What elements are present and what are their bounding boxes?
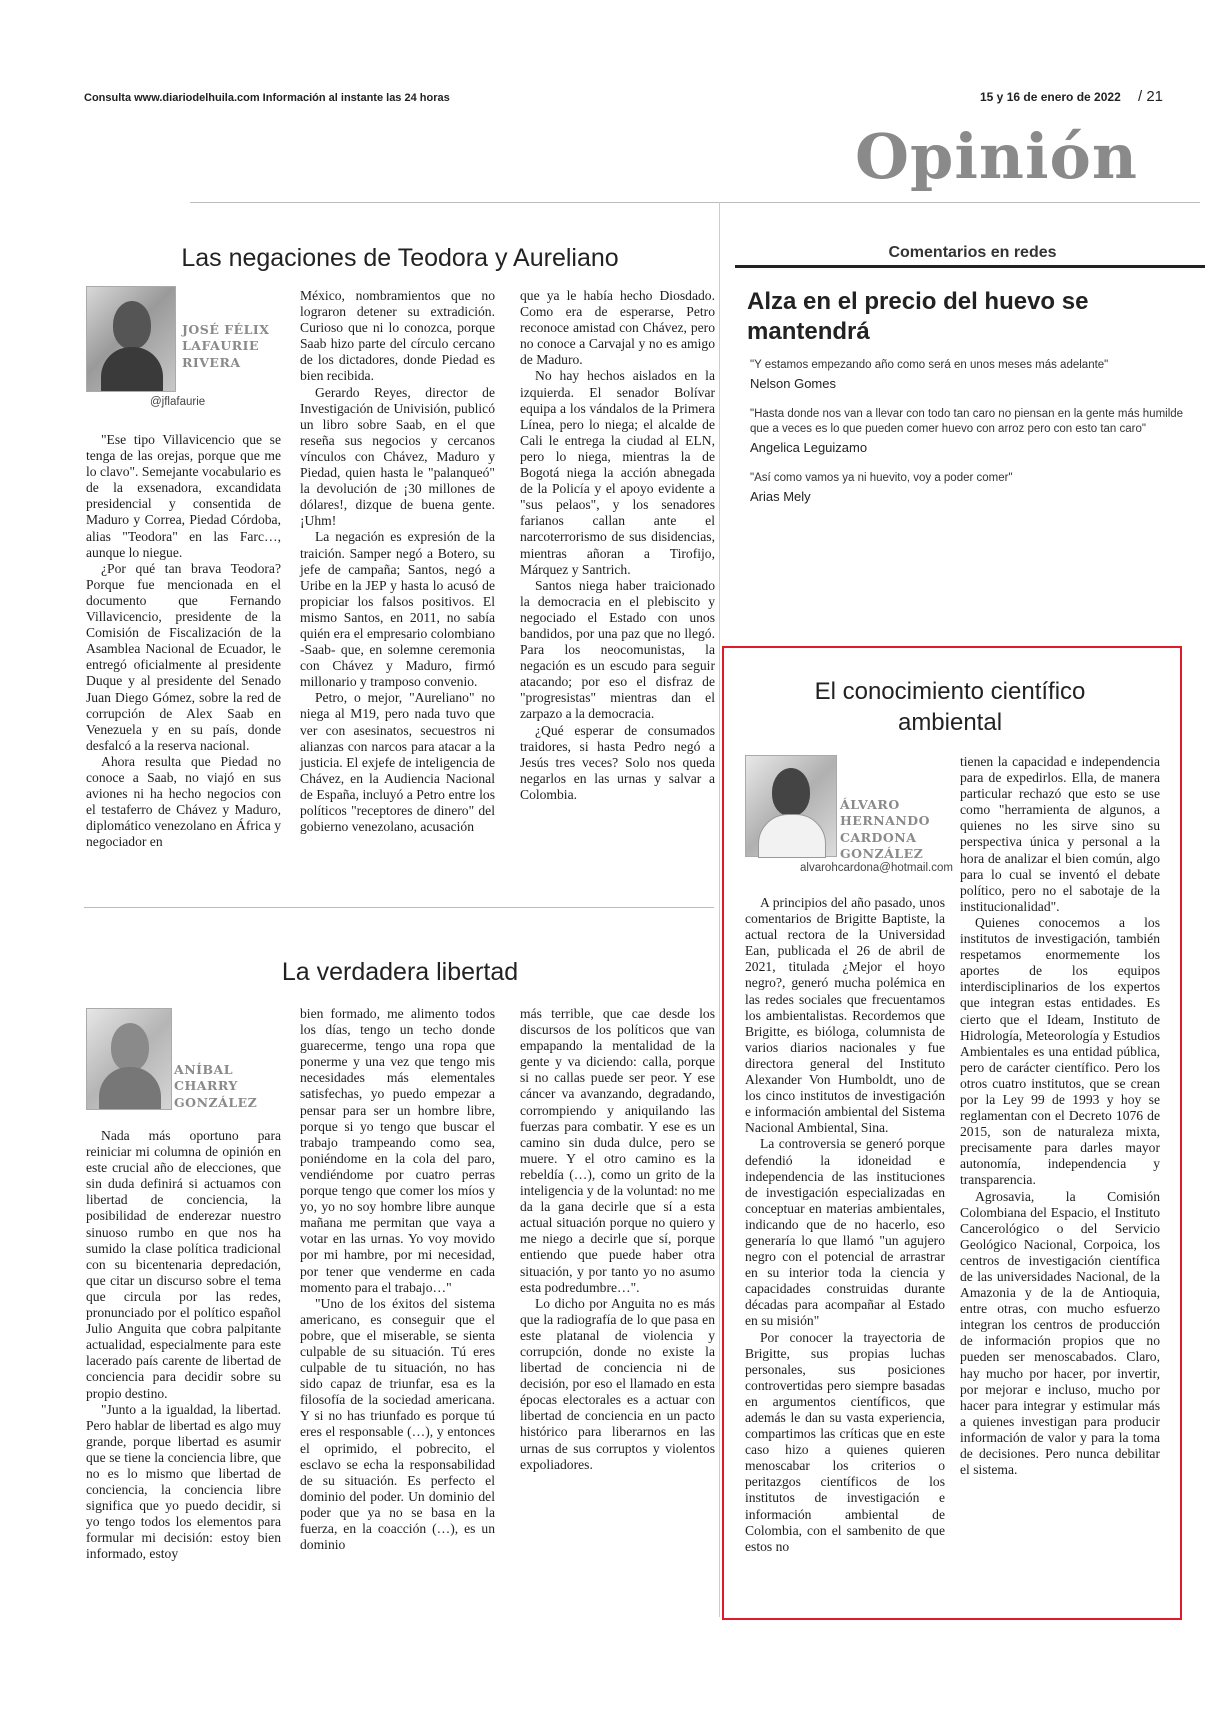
author-byline-charry: ANÍBAL CHARRY GONZÁLEZ (174, 1062, 258, 1110)
column-divider (719, 202, 720, 1617)
redes-headline: Alza en el precio del huevo se mantendrá (747, 288, 1089, 345)
author-photo-charry (86, 1008, 172, 1110)
author-email[interactable]: alvarohcardona@hotmail.com (800, 862, 953, 874)
author-byline-cardona: ÁLVARO HERNANDO CARDONA GONZÁLEZ (840, 797, 931, 861)
author-photo-cardona (745, 755, 837, 857)
issue-date: 15 y 16 de enero de 2022 (980, 90, 1121, 104)
comment-item: "Hasta donde nos van a llevar con todo tan caro no piensan en la gente más humilde que a veces es lo que pueden comer huevo con arroz pero con esto tan caro" Angelica Leguizamo (750, 408, 1184, 455)
redes-label: Comentarios en redes (888, 244, 1057, 261)
article2-title: La verdadera libertad (281, 958, 519, 986)
article2-column-3: más terrible, que cae desde los discursos de los políticos que van empapando la mentalidad de la gente y va diciendo: calla, porque si no callas puede ser peor. Y ese cáncer va avanzando, degradando, corrompiendo y aniquilando las fuerzas para combatir. Y ese es un camino sin duda dulce, pero se muere. Y el otro camino es la rebeldía (…), como un grito de la inteligencia y de la voluntad: no me da la gana decirle que sí a esta actual situación porque no quiero y me niego a decirle que sí, porque entiendo que puede haber otra situación, y por tanto yo no asumo esta podredumbre…". Lo dicho por Anguita no es más que la radiografía de lo que pasa en este platanal de violencia y corrupción, donde no existe la libertad de conciencia ni de decisión, por eso el llamado en esta épocas electorales es a actuar con libertad de conciencia en un pacto histórico para liberarnos en las urnas de sus corruptos y violentos expoliadores. (520, 1006, 715, 1472)
article2-column-2: bien formado, me alimento todos los días, tengo un techo donde guarecerme, tengo una ropa que ponerme y una vez que tengo mis necesidades más elementales satisfechas, yo puedo empezar a pensar para ser un hombre libre, porque si yo tengo que buscar el trabajo trampeando como sea, poniéndome en la cola del paro, vendiéndome por cuatro perras porque tengo que comer los míos y yo, yo no soy hombre libre aunque mañana me permitan que vaya a votar en las urnas. Yo voy movido por mi hambre, por mi necesidad, por tener que venderme en cada momento para el trabajo…" "Uno de los éxitos del sistema americano, es conseguir que el pobre, que el miserable, se sienta culpable de su situación. Tú eres culpable de tu situación, no has sido capaz de triunfar, esa es la filosofía de la sociedad americana. Y si no has triunfado es porque tú eres el responsable (…), y entonces el oprimido, el pobrecito, el esclavo se echa la responsabilidad de su situación. Es perfecto el dominio del poder. Un dominio del poder que ya no se basa en la fuerza, en la coacción (…), es un dominio (300, 1006, 495, 1553)
site-banner: Consulta www.diariodelhuila.com Información al instante las 24 horas (84, 92, 450, 104)
article2-column-1: Nada más oportuno para reiniciar mi columna de opinión en este crucial año de elecciones, que sin duda definirá si actuamos con libertad de conciencia, la posibilidad de enderezar nuestro sinuoso rumbo en que nos ha sumido la clase política tradicional con su bicentenaria depredación, que citar un discurso sobre el tema que circula por las redes, pronunciado por el político español Julio Anguita que cobra palpitante actualidad, especialmente para este lacerado país carente de libertad de conciencia para decidir sobre su propio destino. "Junto a la igualdad, la libertad. Pero hablar de libertad es algo muy grande, porque libertad es asumir que se tiene la conciencia libre, que no es lo mismo que libertad de conciencia, la conciencia libre significa que yo puedo decidir, si yo tengo todos los elementos para formular mi decisión: estoy bien informado, estoy (86, 1128, 281, 1562)
section-title: Opinión (855, 120, 1138, 193)
author-handle: @jflafaurie (150, 396, 206, 408)
article3-title: El conocimiento científico ambiental (814, 678, 1086, 736)
article-divider (84, 907, 714, 908)
redes-rule (735, 265, 1205, 268)
top-divider (190, 202, 1200, 203)
comment-item: "Así como vamos ya ni huevito, voy a poder comer" Arias Mely (750, 472, 1013, 504)
author-photo-lafaurie (86, 286, 176, 392)
article1-column-3: que ya le había hecho Diosdado. Como era de esperarse, Petro reconoce amistad con Chávez, pero no conoce a Carvajal y no es amigo de Maduro. No hay hechos aislados en la izquierda. El senador Bolívar equipa a los vándalos de la Primera Línea, pero lo niega; el alcalde de Cali le entrega la ciudad al ELN, pero lo niega, mientras la de Bogotá niega la acción abnegada de la Policía y el apoyo evidente a "sus pelaos", y los senadores farianos callan ante el narcoterrorismo de sus disidencias, mientras añoran a Tirofijo, Márquez y Santrich. Santos niega haber traicionado la democracia en el plebiscito y negociado el Estado con unos bandidos, por una paz que no llegó. Para los neocomunistas, la negación es un escudo para seguir atacando; por eso el disfraz de "progresistas" mientras dan el zarpazo a la democracia. ¿Qué esperar de consumados traidores, si hasta Pedro negó a Jesús tres veces? Solo nos queda negarlos en las urnas y salvar a Colombia. (520, 288, 715, 802)
article3-column-2: tienen la capacidad e independencia para de expedirlos. Ella, de manera particular rechazó que esto se use como "herramienta de algunos, a quienes no les sirve sino su perspectiva única y personal a la hora de analizar el bien común, algo para lo cual se inventó el debate político, pero no el sabotaje de la institucionalidad". Quienes conocemos a los institutos de investigación, también respetamos enormemente los aportes de los equipos interdisciplinarios de los expertos que integran estas entidades. Es cierto que el Ideam, Instituto de Hidrología, Meteorología y Estudios Ambientales es una entidad pública, pero de carácter científico. Pero los otros cuatro institutos, que se crean por la Ley 99 de 1993 y hoy se reglamentan con el Decreto 1076 de 2015, son de naturaleza mixta, precisamente para darles mayor autonomía, independencia y transparencia. Agrosavia, la Comisión Colombiana del Espacio, el Instituto Cancerológico o del Servicio Geológico Nacional, Corpoica, los centros de investigación científica de las universidades Nacional, de la Amazonia y de la de Antioquia, entre otras, con mucho esfuerzo integran los centros de producción de información propios que no pueden ser menoscabados. Claro, hay mucho por hacer, por invertir, por mejorar e incluso, mucho por hacer para integrar y estimular más a quienes investigan para producir información de valor y para la toma de decisiones. Pero nunca debilitar el sistema. (960, 754, 1160, 1478)
article3-column-1: A principios del año pasado, unos comentarios de Brigitte Baptiste, la actual rectora de la Universidad Ean, publicada el 26 de abril de 2021, titulada ¿Mejor el hoyo negro?, generó mucha polémica en las redes sociales que frecuentamos los ambientalistas. Recordemos que Brigitte, es bióloga, columnista de varios diarios nacionales y fue directora general del Instituto Alexander Von Humboldt, uno de los cinco institutos de investigación e información ambiental del Sistema Nacional Ambiental, Sina. La controversia se generó porque defendió la idoneidad e independencia de las instituciones de investigación especializadas en conceptuar en materias ambientales, indicando que de no hacerlo, eso generaría lo que llamó "un agujero negro con el potencial de arrastrar en su interior toda la ciencia y capacidades construidas durante décadas para acompañar al Estado en su misión" Por conocer la trayectoria de Brigitte, sus propias luchas personales, sus posiciones controvertidas pero siempre basadas en argumentos científicos, que además le dan su vasta experiencia, compartimos las críticas que en este caso hizo a quienes quieren menoscabar los criterios o peritazgos científicos de los institutos de investigación e información ambiental de Colombia, con el sambenito de que estos no (745, 895, 945, 1554)
redes-comments (750, 358, 1190, 504)
author-byline-lafaurie: JOSÉ FÉLIX LAFAURIE RIVERA (182, 322, 270, 370)
article1-column-2: México, nombramientos que no lograron detener su extradición. Curioso que ni lo conozca, porque Saab hizo parte del círculo cercano de los dictadores, donde Piedad es bien recibida. Gerardo Reyes, director de Investigación de Univisión, publicó un libro sobre Saab, en el que reseña sus negocios y cercanos vínculos con Chávez, Maduro y Piedad, quien hasta le "palanqueó" la devolución de ¡30 millones de dólares!, dizque de buena gente. ¡Uhm! La negación es expresión de la traición. Samper negó a Botero, su jefe de campaña; Santos, negó a Uribe en la JEP y hasta lo acusó de propiciar los falsos positivos. El mismo Santos, en 2011, no sabía quién era el empresario colombiano -Saab- que, en solemne ceremonia con Chávez y Maduro, firmó millonario y tramposo convenio. Petro, o mejor, "Aureliano" no niega al M19, pero nada tuvo que ver con asesinatos, secuestros ni alianzas con narcos para atacar a la justicia. El exjefe de inteligencia de Chávez, en la Audiencia Nacional de España, incluyó a Petro entre los políticos "receptores de dinero" del gobierno venezolano, acusación (300, 288, 495, 835)
article1-column-1: "Ese tipo Villavicencio que se tenga de las orejas, porque que me lo clavo". Semejante vocabulario es de la exsenadora, excandidata presidencial y consentida de Maduro y Correa, Piedad Córdoba, alias "Teodora" en las Farc…, aunque lo niegue. ¿Por qué tan brava Teodora? Porque fue mencionada en el documento que Fernando Villavicencio, presidente de la Comisión de Fiscalización de la Asamblea Nacional de Ecuador, le entregó oficialmente al presidente Duque y al presidente del Senado Juan Diego Gómez, sobre la red de corrupción de Alex Saab en Venezuela y en su país, donde desfalcó a la reserva nacional. Ahora resulta que Piedad no conoce a Saab, no viajó en sus aviones ni ha hecho negocios con el testaferro de Chávez y Maduro, diplomático venezolano en África y negociador en (86, 432, 281, 850)
article1-title: Las negaciones de Teodora y Aureliano (181, 244, 619, 272)
comment-item: "Y estamos empezando año como será en unos meses más adelante" Nelson Gomes (750, 359, 1109, 391)
page-number: / 21 (1138, 88, 1164, 105)
